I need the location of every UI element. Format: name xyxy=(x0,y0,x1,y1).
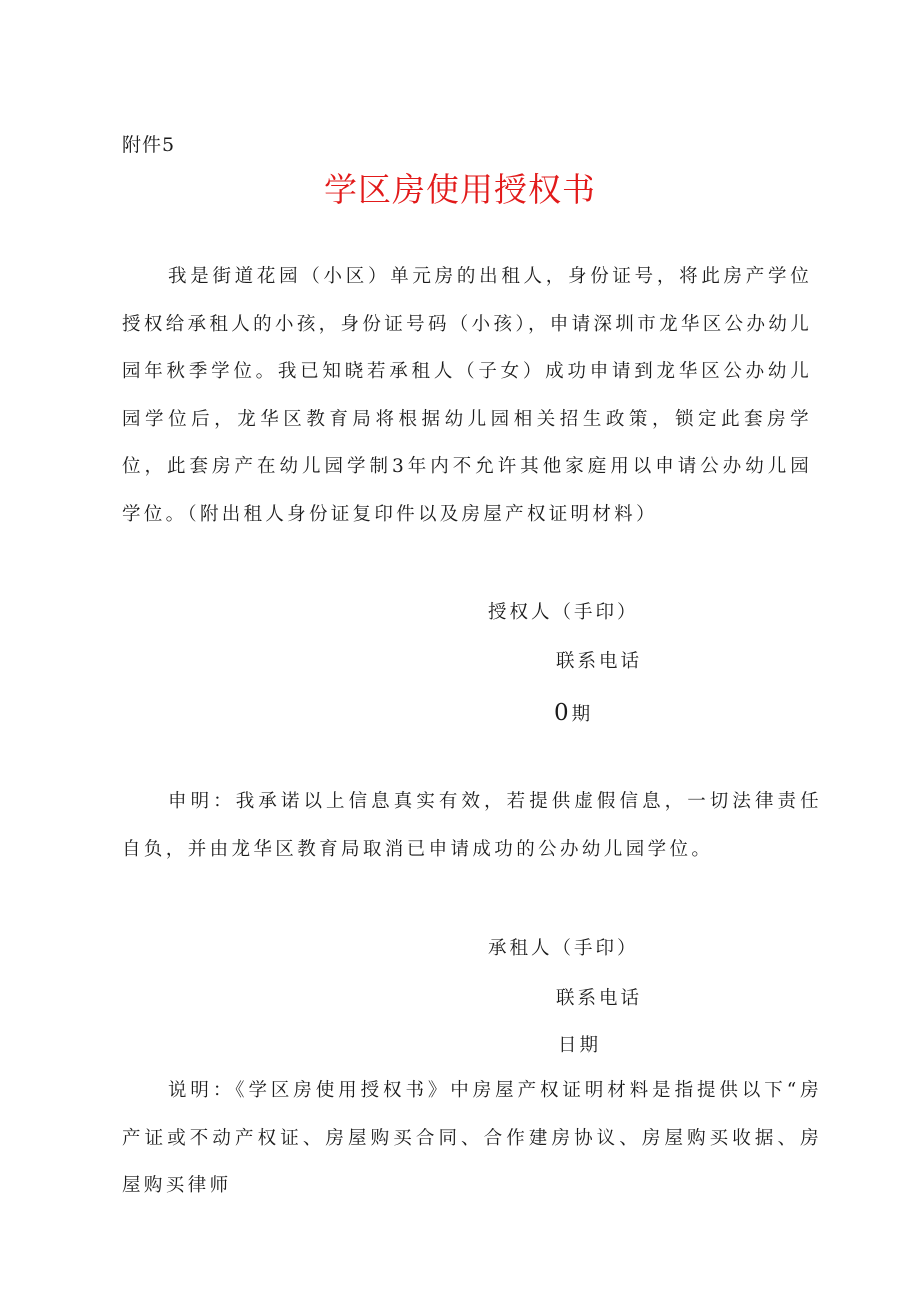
grantor-date-line xyxy=(554,700,593,726)
declaration-paragraph: 申明：我承诺以上信息真实有效，若提供虚假信息，一切法律责任自负，并由龙华区教育局取消已申请成功的公办幼儿园学位。 xyxy=(122,791,822,860)
grantor-date-suffix: 期 xyxy=(571,704,594,725)
grantor-date-prefix: 0 xyxy=(554,700,572,726)
attachment-label: 附件5 xyxy=(122,134,176,156)
grantor-signature-line: 授权人（手印） xyxy=(488,602,639,623)
document-title: 学区房使用授权书 xyxy=(324,170,596,209)
note-paragraph: 说明：《学区房使用授权书》中房屋产权证明材料是指提供以下“房产证或不动产权证、房屋购买合同、合作建房协议、房屋购买收据、房屋购买律师 xyxy=(122,1080,822,1196)
tenant-date-line: 日期 xyxy=(558,1035,602,1056)
grantor-phone-line: 联系电话 xyxy=(556,651,643,672)
tenant-phone-line: 联系电话 xyxy=(556,988,643,1009)
authorization-paragraph: 我是街道花园（小区）单元房的出租人，身份证号，将此房产学位授权给承租人的小孩，身份证号码（小孩），申请深圳市龙华区公办幼儿园年秋季学位。我已知晓若承租人（子女）成功申请到龙华区公办幼儿园学位后，龙华区教育局将根据幼儿园相关招生政策，锁定此套房学位，此套房产在幼儿园学制3年内不允许其他家庭用以申请公办幼儿园学位。（附出租人身份证复印件以及房屋产权证明材料） xyxy=(122,266,812,525)
tenant-signature-line: 承租人（手印） xyxy=(488,938,639,959)
